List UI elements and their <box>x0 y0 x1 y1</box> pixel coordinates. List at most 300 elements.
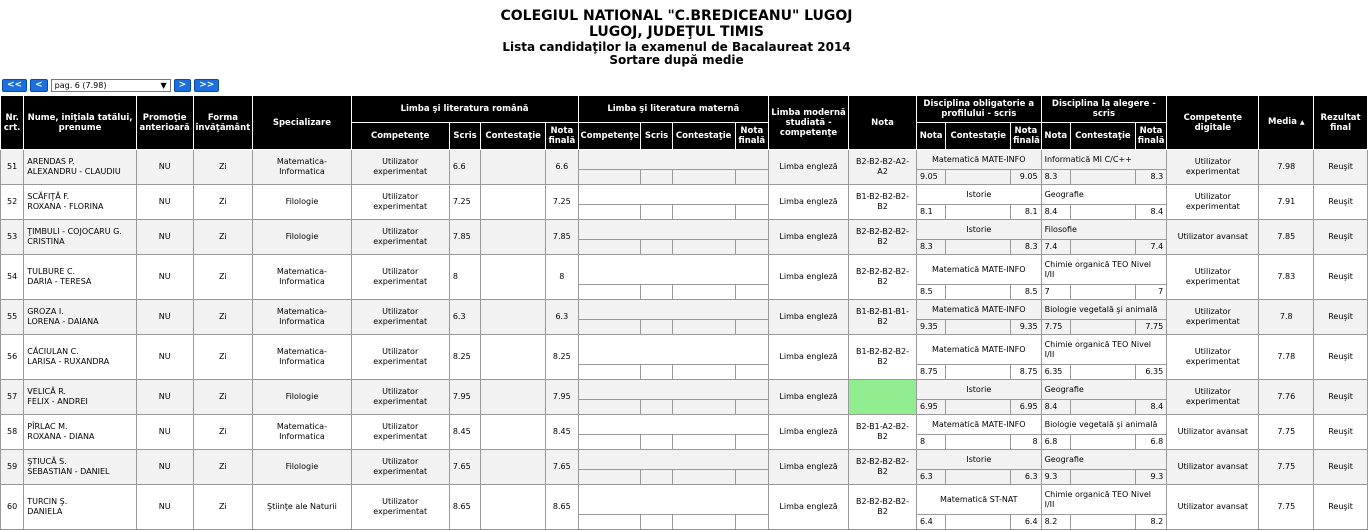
col-forma: Forma învăţământ <box>193 96 253 150</box>
cell-lro-scris: 6.3 <box>449 300 480 335</box>
cell-nr: 58 <box>1 415 24 450</box>
cell-nota: B2-B2-B2-B2-B2 <box>849 255 917 300</box>
cell-name-line2: DANIELA <box>27 507 63 516</box>
cell-lro-scris: 8.65 <box>449 485 480 530</box>
cell-nr: 59 <box>1 450 24 485</box>
cell-lro-fin: 6.6 <box>546 150 578 185</box>
sub-dob-fin: Nota finală <box>1011 123 1041 150</box>
cell-dal-fin: 6.8 <box>1135 435 1166 450</box>
cell-dob-subject: Matematică MATE-INFO <box>916 300 1041 320</box>
cell-lmat-scris <box>641 435 672 450</box>
page-title: COLEGIUL NATIONAL "C.BREDICEANU" LUGOJ <box>500 8 853 24</box>
cell-name-line2: LARISA - RUXANDRA <box>27 357 110 366</box>
cell-lro-comp: Utilizator experimentat <box>351 335 449 380</box>
cell-lmat-fin <box>735 205 768 220</box>
sub-lmat-comp: Competenţe <box>578 123 641 150</box>
col-dal: Disciplina la alegere - scris <box>1041 96 1167 123</box>
cell-name-line2: DARIA - TERESA <box>27 277 92 286</box>
last-page-button[interactable]: >> <box>194 79 219 92</box>
cell-name-line2: ALEXANDRU - CLAUDIU <box>27 167 121 176</box>
cell-dob-cont <box>946 285 1011 300</box>
cell-dal-nota: 7 <box>1041 285 1070 300</box>
cell-name <box>24 150 136 185</box>
cell-dob-fin: 9.35 <box>1011 320 1041 335</box>
cell-name-line1: GROZA I. <box>27 307 64 316</box>
cell-nr: 56 <box>1 335 24 380</box>
cell-forma: Zi <box>193 335 253 380</box>
cell-dob-cont <box>946 170 1011 185</box>
col-dob: Disciplina obligatorie a profilului - scris <box>916 96 1041 123</box>
cell-name-line1: TURCIN Ş. <box>27 497 68 506</box>
cell-lro-comp: Utilizator experimentat <box>351 220 449 255</box>
cell-lmat-top <box>578 300 768 320</box>
cell-cdig: Utilizator experimentat <box>1167 255 1259 300</box>
cell-lmod: Limba engleză <box>769 380 849 415</box>
cell-lmat-top <box>578 255 768 285</box>
cell-lmod: Limba engleză <box>769 335 849 380</box>
table-row <box>1 415 1368 435</box>
cell-dob-cont <box>946 205 1011 220</box>
cell-nota: B2-B2-B2-A2-A2 <box>849 150 917 185</box>
cell-dob-nota: 9.35 <box>916 320 945 335</box>
cell-dob-nota: 6.95 <box>916 400 945 415</box>
cell-dal-cont <box>1070 170 1135 185</box>
first-page-button[interactable]: << <box>2 79 27 92</box>
cell-media: 7.85 <box>1259 220 1314 255</box>
cell-forma: Zi <box>193 150 253 185</box>
cell-lmat-cont <box>672 240 735 255</box>
cell-dal-subject: Chimie organică TEO Nivel I/II <box>1041 255 1167 285</box>
cell-forma: Zi <box>193 485 253 530</box>
cell-nr: 52 <box>1 185 24 220</box>
sort-label: Sortare după medie <box>609 53 744 67</box>
cell-dal-subject: Informatică MI C/C++ <box>1041 150 1167 170</box>
cell-lro-cont <box>481 485 546 530</box>
col-cdig: Competenţe digitale <box>1167 96 1259 150</box>
cell-lmat-fin <box>735 170 768 185</box>
cell-promotie: NU <box>136 415 193 450</box>
cell-dob-subject: Istorie <box>916 185 1041 205</box>
cell-lmat-comp <box>578 435 641 450</box>
cell-dob-fin: 9.05 <box>1011 170 1041 185</box>
cell-dal-nota: 6.8 <box>1041 435 1070 450</box>
cell-lmat-comp <box>578 470 641 485</box>
cell-lro-cont <box>481 450 546 485</box>
cell-lmat-scris <box>641 205 672 220</box>
cell-name-line1: PÎRLAC M. <box>27 422 68 431</box>
cell-promotie: NU <box>136 150 193 185</box>
cell-promotie: NU <box>136 255 193 300</box>
cell-dob-nota: 8 <box>916 435 945 450</box>
cell-name-line2: ROXANA - DIANA <box>27 432 95 441</box>
cell-specializare: Filologie <box>253 185 351 220</box>
cell-dob-nota: 9.05 <box>916 170 945 185</box>
cell-lro-comp: Utilizator experimentat <box>351 185 449 220</box>
cell-rezultat: Reuşit <box>1314 415 1368 450</box>
cell-dob-fin: 6.95 <box>1011 400 1041 415</box>
prev-page-button[interactable]: < <box>30 79 48 92</box>
cell-dal-cont <box>1070 365 1135 380</box>
cell-name-line1: ARENDAS P. <box>27 157 75 166</box>
cell-dal-fin: 7.4 <box>1135 240 1166 255</box>
cell-name <box>24 255 136 300</box>
cell-lmat-top <box>578 485 768 515</box>
cell-lmat-cont <box>672 170 735 185</box>
sub-lro-cont: Contestaţie <box>481 123 546 150</box>
cell-media: 7.75 <box>1259 450 1314 485</box>
cell-lmod: Limba engleză <box>769 220 849 255</box>
cell-media: 7.75 <box>1259 415 1314 450</box>
cell-lmod: Limba engleză <box>769 255 849 300</box>
cell-dal-subject: Geografie <box>1041 380 1167 400</box>
cell-nota: B1-B2-B1-B1-B2 <box>849 300 917 335</box>
cell-name <box>24 415 136 450</box>
cell-lro-fin: 7.95 <box>546 380 578 415</box>
cell-media: 7.8 <box>1259 300 1314 335</box>
cell-lro-cont <box>481 255 546 300</box>
col-lmat: Limba şi literatura maternă <box>578 96 768 123</box>
cell-name-line2: ROXANA - FLORINA <box>27 202 104 211</box>
cell-nota: B2-B2-B2-B2-B2 <box>849 220 917 255</box>
cell-lro-cont <box>481 220 546 255</box>
cell-name-line1: ŞTIUCĂ S. <box>27 457 67 466</box>
cell-nota: B2-B2-B2-B2-B2 <box>849 485 917 530</box>
cell-specializare: Filologie <box>253 450 351 485</box>
results-table <box>0 95 1368 530</box>
cell-lmat-top <box>578 185 768 205</box>
cell-lro-comp: Utilizator experimentat <box>351 450 449 485</box>
cell-lmat-fin <box>735 435 768 450</box>
cell-lmat-cont <box>672 320 735 335</box>
sub-lro-fin: Nota finală <box>546 123 578 150</box>
cell-lro-scris: 8.45 <box>449 415 480 450</box>
cell-lmat-scris <box>641 240 672 255</box>
col-media-label: Media <box>1268 117 1297 127</box>
cell-media: 7.91 <box>1259 185 1314 220</box>
cell-nota: B1-B2-B2-B2-B2 <box>849 335 917 380</box>
cell-lmat-fin <box>735 320 768 335</box>
page-location: LUGOJ, JUDEŢUL TIMIS <box>588 24 765 40</box>
cell-dob-subject: Istorie <box>916 220 1041 240</box>
cell-lmat-top <box>578 150 768 170</box>
cell-specializare: Matematica-Informatica <box>253 150 351 185</box>
cell-cdig: Utilizator experimentat <box>1167 300 1259 335</box>
cell-name-line2: FELIX - ANDREI <box>27 397 88 406</box>
cell-specializare: Ştiinţe ale Naturii <box>253 485 351 530</box>
cell-dal-nota: 7.75 <box>1041 320 1070 335</box>
col-nr: Nr. crt. <box>1 96 24 150</box>
cell-lmat-scris <box>641 320 672 335</box>
cell-dob-cont <box>946 365 1011 380</box>
cell-dob-fin: 8.3 <box>1011 240 1041 255</box>
cell-nr: 55 <box>1 300 24 335</box>
cell-lro-scris: 8 <box>449 255 480 300</box>
cell-cdig: Utilizator avansat <box>1167 485 1259 530</box>
cell-lro-scris: 7.95 <box>449 380 480 415</box>
sub-lro-scris: Scris <box>449 123 480 150</box>
sub-lmat-fin: Nota finală <box>735 123 768 150</box>
cell-lro-fin: 7.65 <box>546 450 578 485</box>
chevron-down-icon: ▼ <box>160 81 167 90</box>
cell-dal-fin: 9.3 <box>1135 470 1166 485</box>
table-body <box>1 150 1368 530</box>
cell-dal-nota: 8.2 <box>1041 515 1070 530</box>
cell-promotie: NU <box>136 220 193 255</box>
cell-forma: Zi <box>193 450 253 485</box>
cell-lro-fin: 8.45 <box>546 415 578 450</box>
cell-dob-subject: Istorie <box>916 380 1041 400</box>
cell-lmod: Limba engleză <box>769 450 849 485</box>
cell-nr: 53 <box>1 220 24 255</box>
cell-dob-fin: 8 <box>1011 435 1041 450</box>
cell-forma: Zi <box>193 255 253 300</box>
cell-dal-fin: 8.4 <box>1135 400 1166 415</box>
cell-dal-nota: 7.4 <box>1041 240 1070 255</box>
cell-name-line2: SEBASTIAN - DANIEL <box>27 467 110 476</box>
col-lro: Limba şi literatura română <box>351 96 578 123</box>
cell-dal-cont <box>1070 285 1135 300</box>
cell-lro-fin: 7.85 <box>546 220 578 255</box>
cell-dob-nota: 8.75 <box>916 365 945 380</box>
cell-lmat-fin <box>735 470 768 485</box>
cell-rezultat: Reuşit <box>1314 485 1368 530</box>
page-select[interactable] <box>51 79 171 92</box>
cell-dob-nota: 6.3 <box>916 470 945 485</box>
cell-lmod: Limba engleză <box>769 485 849 530</box>
cell-dal-subject: Biologie vegetală şi animală <box>1041 415 1167 435</box>
table-row <box>1 150 1368 170</box>
cell-dob-nota: 8.1 <box>916 205 945 220</box>
cell-dal-cont <box>1070 205 1135 220</box>
cell-dal-cont <box>1070 470 1135 485</box>
cell-lro-cont <box>481 335 546 380</box>
cell-name-line2: LORENA - DAIANA <box>27 317 99 326</box>
cell-lro-comp: Utilizator experimentat <box>351 150 449 185</box>
cell-nr: 51 <box>1 150 24 185</box>
cell-name <box>24 300 136 335</box>
cell-name <box>24 335 136 380</box>
cell-specializare: Matematica-Informatica <box>253 415 351 450</box>
cell-name <box>24 450 136 485</box>
cell-rezultat: Reuşit <box>1314 255 1368 300</box>
cell-rezultat: Reuşit <box>1314 450 1368 485</box>
cell-lmat-fin <box>735 365 768 380</box>
cell-dob-subject: Matematică MATE-INFO <box>916 255 1041 285</box>
cell-dal-subject: Biologie vegetală şi animală <box>1041 300 1167 320</box>
cell-nr: 54 <box>1 255 24 300</box>
sub-dal-cont: Contestaţie <box>1070 123 1135 150</box>
cell-forma: Zi <box>193 300 253 335</box>
cell-rezultat: Reuşit <box>1314 380 1368 415</box>
cell-lro-fin: 8.65 <box>546 485 578 530</box>
cell-specializare: Matematica-Informatica <box>253 335 351 380</box>
cell-specializare: Filologie <box>253 380 351 415</box>
sort-asc-icon: ▲ <box>1299 119 1305 126</box>
cell-dob-subject: Matematică MATE-INFO <box>916 150 1041 170</box>
cell-dob-nota: 6.4 <box>916 515 945 530</box>
cell-lmat-scris <box>641 365 672 380</box>
cell-name <box>24 485 136 530</box>
cell-dob-fin: 6.4 <box>1011 515 1041 530</box>
cell-dal-cont <box>1070 240 1135 255</box>
table-row <box>1 185 1368 205</box>
cell-dal-subject: Geografie <box>1041 450 1167 470</box>
cell-lmat-comp <box>578 515 641 530</box>
cell-dal-cont <box>1070 515 1135 530</box>
cell-dob-subject: Matematică MATE-INFO <box>916 335 1041 365</box>
cell-dob-fin: 8.75 <box>1011 365 1041 380</box>
cell-lmat-scris <box>641 470 672 485</box>
cell-dob-subject: Matematică ST-NAT <box>916 485 1041 515</box>
cell-nota: B2-B2-B2-B2-B2 <box>849 450 917 485</box>
cell-dob-cont <box>946 470 1011 485</box>
cell-lro-scris: 6.6 <box>449 150 480 185</box>
cell-lmat-scris <box>641 400 672 415</box>
col-lmod: Limba modernă studiată - competenţe <box>769 96 849 150</box>
cell-dal-nota: 9.3 <box>1041 470 1070 485</box>
cell-dal-cont <box>1070 320 1135 335</box>
cell-dal-nota: 8.3 <box>1041 170 1070 185</box>
cell-dob-cont <box>946 400 1011 415</box>
cell-dal-nota: 8.4 <box>1041 400 1070 415</box>
cell-promotie: NU <box>136 485 193 530</box>
cell-nota <box>849 380 917 415</box>
cell-lmat-comp <box>578 170 641 185</box>
next-page-button[interactable]: > <box>174 79 192 92</box>
cell-cdig: Utilizator experimentat <box>1167 185 1259 220</box>
cell-dal-nota: 6.35 <box>1041 365 1070 380</box>
col-media[interactable] <box>1259 96 1314 150</box>
cell-lmat-cont <box>672 205 735 220</box>
cell-dal-fin: 6.35 <box>1135 365 1166 380</box>
cell-lro-cont <box>481 300 546 335</box>
cell-promotie: NU <box>136 185 193 220</box>
cell-name-line2: CRISTINA <box>27 237 65 246</box>
table-row <box>1 255 1368 285</box>
cell-name <box>24 185 136 220</box>
cell-media: 7.78 <box>1259 335 1314 380</box>
cell-dal-subject: Chimie organică TEO Nivel I/II <box>1041 335 1167 365</box>
cell-dob-nota: 8.5 <box>916 285 945 300</box>
table-row <box>1 485 1368 515</box>
cell-lro-fin: 6.3 <box>546 300 578 335</box>
cell-dob-subject: Matematică MATE-INFO <box>916 415 1041 435</box>
col-specializare: Specializare <box>253 96 351 150</box>
cell-lmod: Limba engleză <box>769 415 849 450</box>
cell-dal-subject: Geografie <box>1041 185 1167 205</box>
cell-lmat-top <box>578 380 768 400</box>
cell-lro-comp: Utilizator experimentat <box>351 300 449 335</box>
table-row <box>1 450 1368 470</box>
sub-dob-cont: Contestaţie <box>946 123 1011 150</box>
cell-cdig: Utilizator experimentat <box>1167 150 1259 185</box>
cell-lro-fin: 7.25 <box>546 185 578 220</box>
cell-dob-fin: 6.3 <box>1011 470 1041 485</box>
cell-lmat-cont <box>672 470 735 485</box>
cell-forma: Zi <box>193 220 253 255</box>
sub-lro-comp: Competenţe <box>351 123 449 150</box>
cell-lmat-cont <box>672 400 735 415</box>
cell-lmat-fin <box>735 515 768 530</box>
cell-promotie: NU <box>136 380 193 415</box>
cell-lro-fin: 8.25 <box>546 335 578 380</box>
cell-lmat-fin <box>735 285 768 300</box>
cell-dal-fin: 7 <box>1135 285 1166 300</box>
cell-dob-cont <box>946 435 1011 450</box>
cell-media: 7.98 <box>1259 150 1314 185</box>
cell-lro-comp: Utilizator experimentat <box>351 380 449 415</box>
page-select-value: pag. 6 (7.98) <box>54 81 107 90</box>
cell-lmod: Limba engleză <box>769 185 849 220</box>
cell-forma: Zi <box>193 380 253 415</box>
sub-dob-nota: Nota <box>916 123 945 150</box>
cell-lmat-comp <box>578 365 641 380</box>
cell-media: 7.75 <box>1259 485 1314 530</box>
table-row <box>1 380 1368 400</box>
cell-lro-comp: Utilizator experimentat <box>351 255 449 300</box>
cell-forma: Zi <box>193 415 253 450</box>
cell-dob-fin: 8.5 <box>1011 285 1041 300</box>
cell-lro-cont <box>481 150 546 185</box>
cell-lmat-top <box>578 450 768 470</box>
cell-lmat-comp <box>578 285 641 300</box>
cell-dal-fin: 8.3 <box>1135 170 1166 185</box>
cell-lmat-comp <box>578 320 641 335</box>
cell-lmat-top <box>578 415 768 435</box>
cell-lmat-cont <box>672 365 735 380</box>
cell-name <box>24 380 136 415</box>
cell-promotie: NU <box>136 450 193 485</box>
cell-lmat-scris <box>641 285 672 300</box>
col-rezultat: Rezultat final <box>1314 96 1368 150</box>
cell-dal-fin: 8.4 <box>1135 205 1166 220</box>
cell-dal-fin: 7.75 <box>1135 320 1166 335</box>
cell-lro-cont <box>481 185 546 220</box>
col-name: Nume, iniţiala tatălui, prenume <box>24 96 136 150</box>
cell-lmat-comp <box>578 205 641 220</box>
cell-lmod: Limba engleză <box>769 300 849 335</box>
sub-dal-fin: Nota finală <box>1135 123 1166 150</box>
cell-rezultat: Reuşit <box>1314 220 1368 255</box>
cell-lmat-fin <box>735 400 768 415</box>
cell-name <box>24 220 136 255</box>
cell-lro-scris: 8.25 <box>449 335 480 380</box>
cell-dob-fin: 8.1 <box>1011 205 1041 220</box>
cell-lro-comp: Utilizator experimentat <box>351 485 449 530</box>
cell-name-line1: TULBURE C. <box>27 267 76 276</box>
cell-cdig: Utilizator experimentat <box>1167 335 1259 380</box>
cell-promotie: NU <box>136 300 193 335</box>
cell-lro-scris: 7.65 <box>449 450 480 485</box>
cell-nr: 60 <box>1 485 24 530</box>
cell-lmat-scris <box>641 170 672 185</box>
cell-dal-subject: Filosofie <box>1041 220 1167 240</box>
cell-lmat-top <box>578 220 768 240</box>
cell-lmat-cont <box>672 285 735 300</box>
cell-dob-nota: 8.3 <box>916 240 945 255</box>
cell-lro-scris: 7.85 <box>449 220 480 255</box>
sub-lmat-cont: Contestaţie <box>672 123 735 150</box>
cell-lro-comp: Utilizator experimentat <box>351 415 449 450</box>
cell-lmat-comp <box>578 240 641 255</box>
cell-rezultat: Reuşit <box>1314 300 1368 335</box>
cell-lmat-fin <box>735 240 768 255</box>
cell-lro-cont <box>481 380 546 415</box>
col-promotie: Promoţie anterioară <box>136 96 193 150</box>
sub-lmat-scris: Scris <box>641 123 672 150</box>
cell-lro-scris: 7.25 <box>449 185 480 220</box>
cell-specializare: Filologie <box>253 220 351 255</box>
